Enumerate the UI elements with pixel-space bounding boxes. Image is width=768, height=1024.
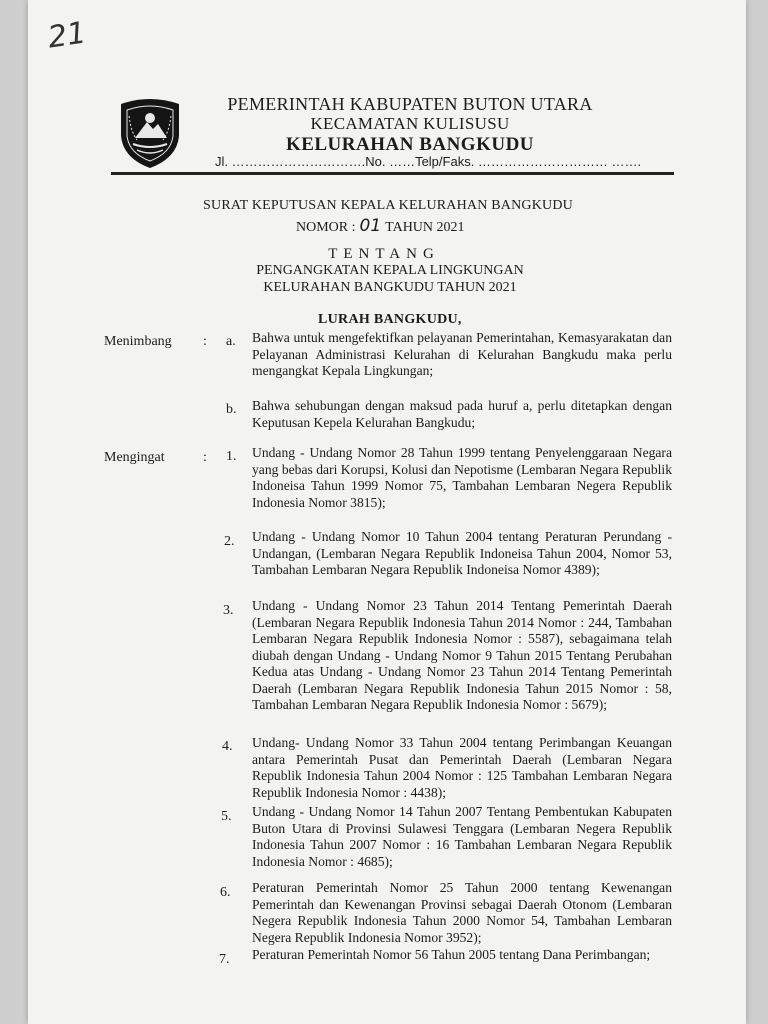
mengingat-6-marker: 6. bbox=[220, 885, 231, 900]
letterhead-line-3: KELURAHAN BANGKUDU bbox=[285, 134, 535, 155]
mengingat-5-text: Undang - Undang Nomor 14 Tahun 2007 Tentang Pembentukan Kabupaten Buton Utara di Provinsi Sulawesi Tenggara (Lembaran Negera Republik Indonesia Tahun 2007 Nomor : 16 Tambahan Lembaran Negara Republik Indonesia Nomor : 4685); bbox=[252, 804, 672, 869]
letterhead-address: Jl. ………………………….No. ……Telp/Faks. ………………………… ……. bbox=[215, 154, 642, 169]
subject-line-1: PENGANGKATAN KEPALA LINGKUNGAN bbox=[256, 263, 524, 278]
menimbang-b-marker: b. bbox=[226, 402, 237, 417]
letterhead-line-1: PEMERINTAH KABUPATEN BUTON UTARA bbox=[227, 94, 593, 114]
mengingat-5-marker: 5. bbox=[221, 809, 232, 824]
mengingat-7-text: Peraturan Pemerintah Nomor 56 Tahun 2005 tentang Dana Perimbangan; bbox=[252, 947, 651, 962]
nomor-value: 01 bbox=[359, 216, 382, 236]
mengingat-2-marker: 2. bbox=[224, 534, 235, 549]
mengingat-7-marker: 7. bbox=[219, 952, 230, 967]
letterhead-line-2: KECAMATAN KULISUSU bbox=[310, 114, 510, 133]
handwritten-mark: 21 bbox=[45, 15, 89, 56]
nomor-year: TAHUN 2021 bbox=[385, 220, 465, 235]
mengingat-label: Mengingat bbox=[104, 450, 165, 465]
menimbang-colon: : bbox=[203, 334, 207, 349]
issuer-heading: LURAH BANGKUDU, bbox=[318, 312, 462, 327]
mengingat-3-marker: 3. bbox=[223, 603, 234, 618]
mengingat-colon: : bbox=[203, 450, 207, 465]
menimbang-b-text: Bahwa sehubungan dengan maksud pada huruf a, perlu ditetapkan dengan Keputusan Kepela Kelurahan Bangkudu; bbox=[252, 398, 672, 430]
mengingat-2-text: Undang - Undang Nomor 10 Tahun 2004 tentang Peraturan Perundang - Undangan, (Lembaran Negara Republik Indoneisa Tahun 2004, Nomor 53, Tambahan Lembaran Negara Republik Indoneisa Nomor 4389); bbox=[252, 529, 672, 577]
mengingat-1-marker: 1. bbox=[226, 449, 237, 464]
letterhead-divider bbox=[111, 172, 674, 175]
tentang-heading: TENTANG bbox=[328, 246, 440, 262]
decree-subject bbox=[210, 262, 570, 296]
mengingat-1-text: Undang - Undang Nomor 28 Tahun 1999 tentang Penyelenggaraan Negara yang bebas dari Korupsi, Kolusi dan Nepotisme (Lembaran Negara Republik Indoneisa Tahun 1999 Nomor 75, Tambahan Lembaran Negera Republik Indonesia Nomor 3815); bbox=[252, 445, 672, 510]
mengingat-3-text: Undang - Undang Nomor 23 Tahun 2014 Tentang Pemerintah Daerah (Lembaran Negara Republik Indonesia Tahun 2014 Nomor : 244, Tambahan Lembaran Negara Republik Indonesia Nomor : 5587), sebagaimana telah diubah dengan Undang - Undang Nomor 9 Tahun 2015 Tentang Perubahan Kedua atas Undang - Undang Nomor 23 Tahun 2014 Tentang Pemerintah Daerah (Lembaran Negara Republik Indonesia Tahun 2015 Nomor : 58, Tambahan Lembaran Negara Republik Indonesia Nomor : 5679); bbox=[252, 598, 672, 712]
mengingat-6-text: Peraturan Pemerintah Nomor 25 Tahun 2000 tentang Kewenangan Pemerintah dan Kewenangan Provinsi sebagai Daerah Otonom (Lembaran Negera Republik Indonesia Tahun 2000 Nomor 54, Tambahan Lembaran Negera Republik Indonesia Nomor 3952); bbox=[252, 880, 672, 945]
letterhead bbox=[195, 94, 625, 156]
menimbang-a-text: Bahwa untuk mengefektifkan pelayanan Pemerintahan, Kemasyarakatan dan Pelayanan Administrasi Kelurahan di Kelurahan Bangkudu maka perlu mengangkat Kepala Lingkungan; bbox=[252, 330, 672, 378]
decree-number bbox=[296, 216, 465, 236]
regency-emblem-icon bbox=[117, 96, 183, 170]
decree-title: SURAT KEPUTUSAN KEPALA KELURAHAN BANGKUDU bbox=[203, 198, 573, 213]
nomor-label: NOMOR : bbox=[296, 220, 356, 235]
mengingat-4-text: Undang- Undang Nomor 33 Tahun 2004 tentang Perimbangan Keuangan antara Pemerintah Pusat dan Pemerintah Daerah (Lembaran Negara Republik Indonesia Tahun 2004 Nomor : 125 Tambahan Lembaran Negara Republik Indonesia Nomor : 4438); bbox=[252, 735, 672, 800]
subject-line-2: KELURAHAN BANGKUDU TAHUN 2021 bbox=[263, 280, 517, 295]
mengingat-4-marker: 4. bbox=[222, 739, 233, 754]
menimbang-a-marker: a. bbox=[226, 334, 236, 349]
menimbang-label: Menimbang bbox=[104, 334, 172, 349]
